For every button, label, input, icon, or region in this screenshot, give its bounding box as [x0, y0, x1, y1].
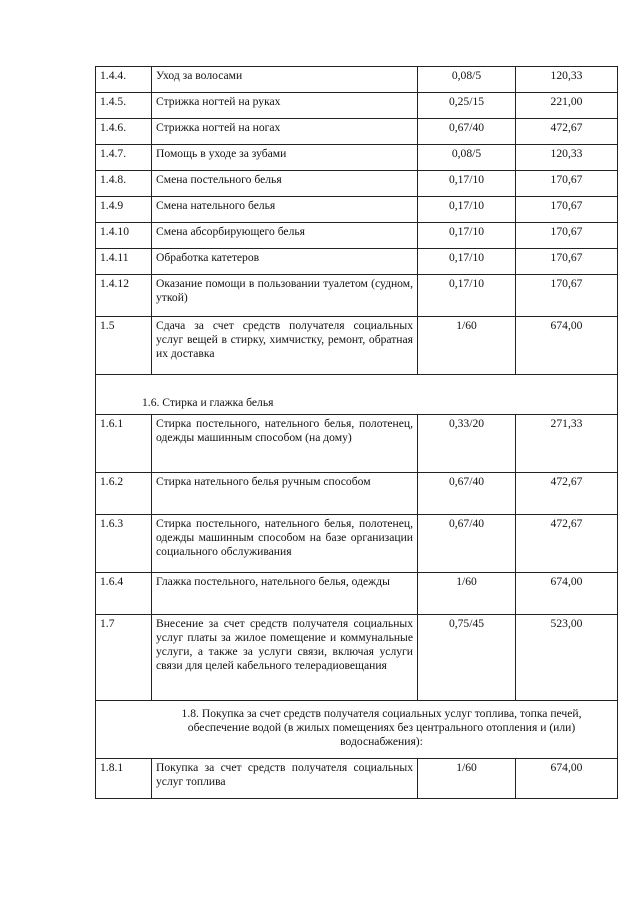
service-name: Стирка постельного, нательного белья, полотенец, одежды машинным способом на базе организации социального обслуживания — [152, 515, 418, 573]
row-number: 1.4.6. — [96, 119, 152, 145]
service-price: 674,00 — [516, 573, 618, 615]
table-row — [96, 145, 618, 171]
row-number: 1.4.7. — [96, 145, 152, 171]
row-number: 1.8.1 — [96, 759, 152, 799]
table-row — [96, 317, 618, 375]
service-norm: 1/60 — [418, 573, 516, 615]
row-number: 1.6.2 — [96, 473, 152, 515]
service-name: Помощь в уходе за зубами — [152, 145, 418, 171]
service-price: 120,33 — [516, 145, 618, 171]
row-number: 1.7 — [96, 615, 152, 701]
section-row — [96, 375, 618, 415]
service-name: Смена абсорбирующего белья — [152, 223, 418, 249]
table-row — [96, 171, 618, 197]
service-price: 472,67 — [516, 119, 618, 145]
service-norm: 0,67/40 — [418, 473, 516, 515]
row-number: 1.6.1 — [96, 415, 152, 473]
row-number: 1.4.4. — [96, 67, 152, 93]
service-price: 170,67 — [516, 275, 618, 317]
table-row — [96, 67, 618, 93]
service-norm: 0,17/10 — [418, 275, 516, 317]
row-number: 1.5 — [96, 317, 152, 375]
service-norm: 0,33/20 — [418, 415, 516, 473]
table-row — [96, 415, 618, 473]
table-row — [96, 573, 618, 615]
row-number: 1.6.4 — [96, 573, 152, 615]
section-heading: 1.6. Стирка и глажка белья — [96, 375, 618, 415]
service-price: 221,00 — [516, 93, 618, 119]
service-name: Покупка за счет средств получателя социальных услуг топлива — [152, 759, 418, 799]
service-name: Смена постельного белья — [152, 171, 418, 197]
service-norm: 0,08/5 — [418, 145, 516, 171]
service-name: Сдача за счет средств получателя социальных услуг вещей в стирку, химчистку, ремонт, обратная их доставка — [152, 317, 418, 375]
service-norm: 0,25/15 — [418, 93, 516, 119]
service-norm: 0,17/10 — [418, 249, 516, 275]
service-price: 170,67 — [516, 223, 618, 249]
service-name: Уход за волосами — [152, 67, 418, 93]
service-norm: 0,08/5 — [418, 67, 516, 93]
service-price: 170,67 — [516, 171, 618, 197]
table-row — [96, 249, 618, 275]
service-price: 674,00 — [516, 759, 618, 799]
service-price: 271,33 — [516, 415, 618, 473]
service-price: 472,67 — [516, 473, 618, 515]
row-number: 1.4.12 — [96, 275, 152, 317]
service-name: Стрижка ногтей на руках — [152, 93, 418, 119]
service-norm: 0,67/40 — [418, 119, 516, 145]
service-norm: 1/60 — [418, 759, 516, 799]
service-name: Стирка постельного, нательного белья, полотенец, одежды машинным способом (на дому) — [152, 415, 418, 473]
service-name: Смена нательного белья — [152, 197, 418, 223]
table-row — [96, 515, 618, 573]
service-name: Оказание помощи в пользовании туалетом (судном, уткой) — [152, 275, 418, 317]
row-number: 1.4.9 — [96, 197, 152, 223]
service-price: 170,67 — [516, 197, 618, 223]
row-number: 1.4.5. — [96, 93, 152, 119]
table-row — [96, 275, 618, 317]
table-row — [96, 759, 618, 799]
row-number: 1.4.11 — [96, 249, 152, 275]
services-table — [95, 66, 618, 799]
row-number: 1.4.10 — [96, 223, 152, 249]
section-row — [96, 701, 618, 759]
table-row — [96, 197, 618, 223]
row-number: 1.6.3 — [96, 515, 152, 573]
service-norm: 0,17/10 — [418, 197, 516, 223]
table-row — [96, 223, 618, 249]
service-norm: 0,67/40 — [418, 515, 516, 573]
service-norm: 0,75/45 — [418, 615, 516, 701]
service-price: 472,67 — [516, 515, 618, 573]
service-name: Внесение за счет средств получателя социальных услуг платы за жилое помещение и коммунальные услуги, а также за услуги связи, включая услуги связи для целей кабельного телерадиовещания — [152, 615, 418, 701]
table-row — [96, 93, 618, 119]
service-price: 674,00 — [516, 317, 618, 375]
service-norm: 0,17/10 — [418, 223, 516, 249]
table-row — [96, 473, 618, 515]
service-price: 523,00 — [516, 615, 618, 701]
section-heading: 1.8. Покупка за счет средств получателя социальных услуг топлива, топка печей, обеспечение водой (в жилых помещениях без центрального отопления и (или) водоснабжения): — [96, 701, 618, 759]
service-name: Обработка катетеров — [152, 249, 418, 275]
service-price: 120,33 — [516, 67, 618, 93]
service-name: Стрижка ногтей на ногах — [152, 119, 418, 145]
service-name: Глажка постельного, нательного белья, одежды — [152, 573, 418, 615]
service-name: Стирка нательного белья ручным способом — [152, 473, 418, 515]
table-row — [96, 615, 618, 701]
service-price: 170,67 — [516, 249, 618, 275]
service-norm: 0,17/10 — [418, 171, 516, 197]
service-norm: 1/60 — [418, 317, 516, 375]
table-row — [96, 119, 618, 145]
row-number: 1.4.8. — [96, 171, 152, 197]
